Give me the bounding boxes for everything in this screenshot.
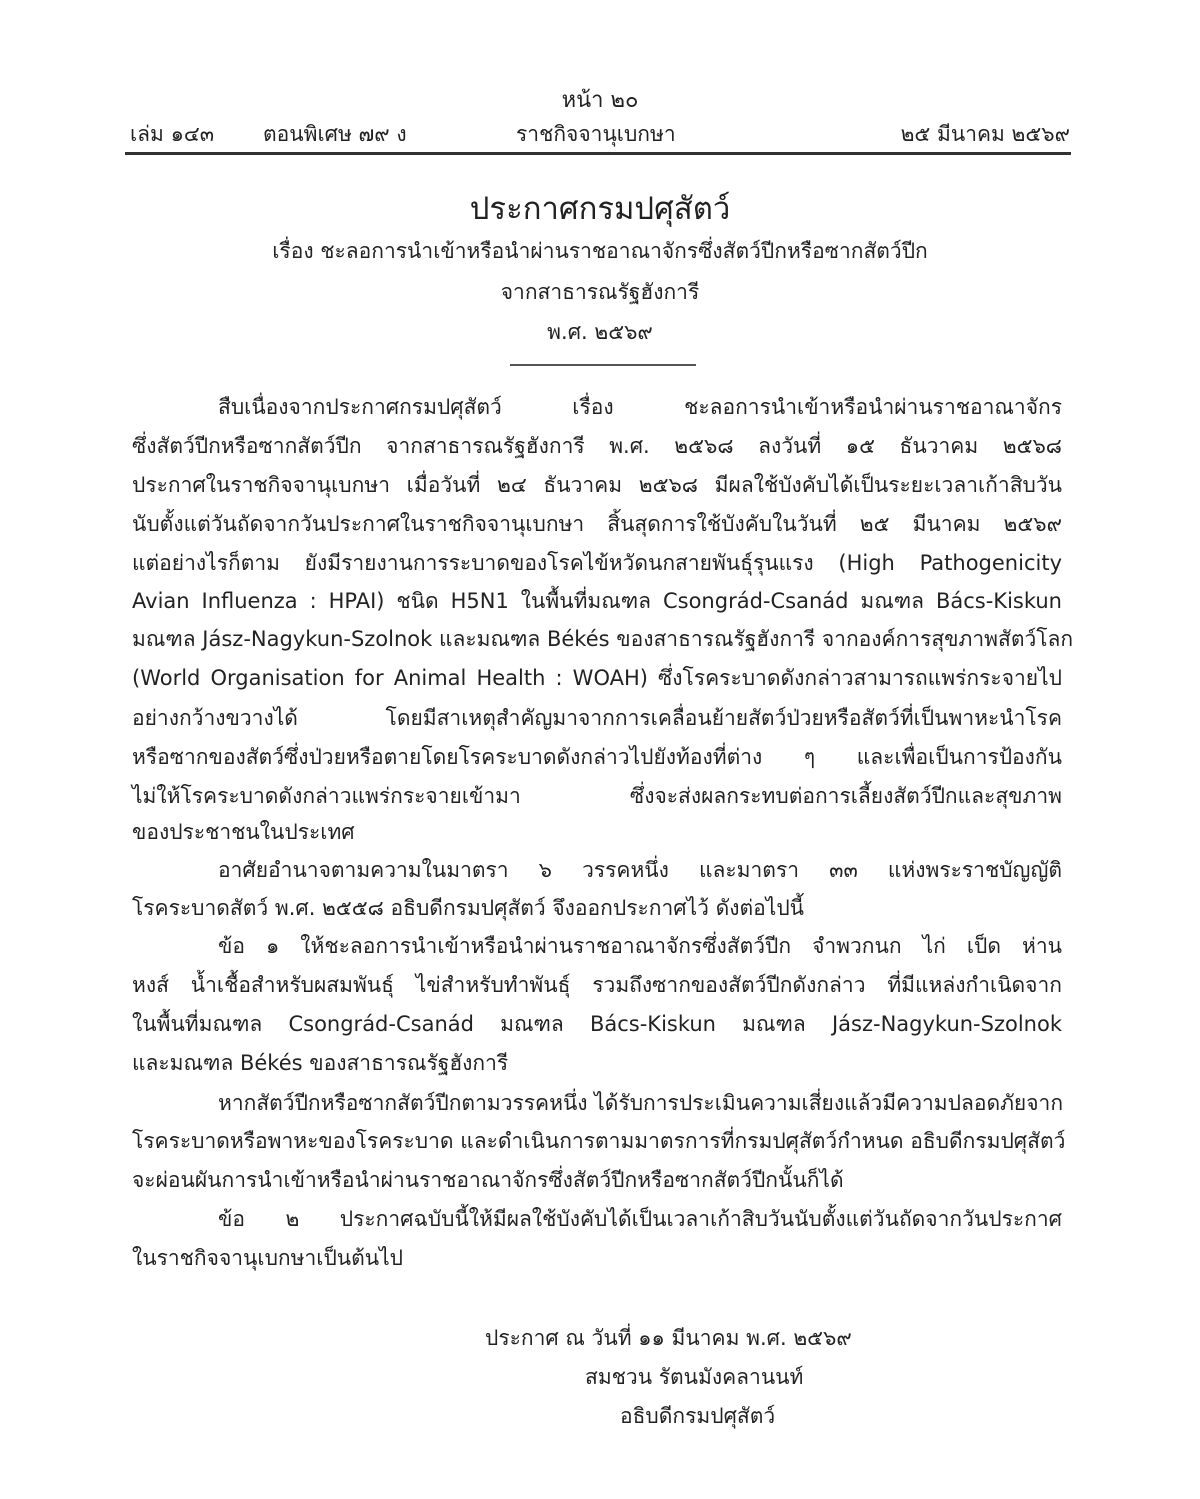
body-line: โรคระบาดสัตว์ พ.ศ. ๒๕๕๘ อธิบดีกรมปศุสัตว์ จึงออกประกาศไว้ ดังต่อไปนี้ <box>132 896 805 920</box>
document-year: พ.ศ. ๒๕๖๙ <box>547 320 653 344</box>
body-line: ในพื้นที่มณฑล Csongrád-Csanád มณฑล Bács-Kiskun มณฑล Jász-Nagykun-Szolnok <box>132 1012 1062 1036</box>
body-line: อาศัยอำนาจตามความในมาตรา ๖ วรรคหนึ่ง และมาตรา ๓๓ แห่งพระราชบัญญัติ <box>218 858 1062 882</box>
announcement-date: ประกาศ ณ วันที่ ๑๑ มีนาคม พ.ศ. ๒๕๖๙ <box>485 1326 852 1350</box>
body-line: ของประชาชนในประเทศ <box>132 820 355 844</box>
gazette-date: ๒๕ มีนาคม ๒๕๖๙ <box>900 122 1070 146</box>
issue: ตอนพิเศษ ๗๙ ง <box>263 122 407 146</box>
volume: เล่ม ๑๔๓ <box>130 122 215 146</box>
gazette-name: ราชกิจจานุเบกษา <box>516 122 676 146</box>
body-line: นับตั้งแต่วันถัดจากวันประกาศในราชกิจจานุเบกษา สิ้นสุดการใช้บังคับในวันที่ ๒๕ มีนาคม ๒๕๖๙ <box>132 512 1062 536</box>
body-line: ประกาศในราชกิจจานุเบกษา เมื่อวันที่ ๒๔ ธันวาคม ๒๕๖๘ มีผลใช้บังคับได้เป็นระยะเวลาเก้าสิบวัน <box>132 473 1062 497</box>
document-title: ประกาศกรมปศุสัตว์ <box>469 191 731 227</box>
title-rule <box>510 364 696 366</box>
body-line: และมณฑล Békés ของสาธารณรัฐฮังการี <box>132 1051 509 1075</box>
body-line: หงส์ น้ำเชื้อสำหรับผสมพันธุ์ ไข่สำหรับทำพันธุ์ รวมถึงซากของสัตว์ปีกดังกล่าว ที่มีแหล่งกำเนิดจาก <box>132 973 1062 997</box>
body-line: หากสัตว์ปีกหรือซากสัตว์ปีกตามวรรคหนึ่ง ได้รับการประเมินความเสี่ยงแล้วมีความปลอดภัยจาก <box>218 1091 1064 1115</box>
body-line: สืบเนื่องจากประกาศกรมปศุสัตว์ เรื่อง ชะลอการนำเข้าหรือนำผ่านราชอาณาจักร <box>218 395 1062 419</box>
body-line: ข้อ ๑ ให้ชะลอการนำเข้าหรือนำผ่านราชอาณาจักรซึ่งสัตว์ปีก จำพวกนก ไก่ เป็ด ห่าน <box>218 934 1062 958</box>
page-number: หน้า ๒๐ <box>561 88 639 113</box>
body-line: จะผ่อนผันการนำเข้าหรือนำผ่านราชอาณาจักรซึ่งสัตว์ปีกหรือซากสัตว์ปีกนั้นก็ได้ <box>132 1168 844 1192</box>
body-line: โรคระบาดหรือพาหะของโรคระบาด และดำเนินการตามมาตรการที่กรมปศุสัตว์กำหนด อธิบดีกรมปศุสัตว์ <box>132 1129 1066 1153</box>
body-line: หรือซากของสัตว์ซึ่งป่วยหรือตายโดยโรคระบาดดังกล่าวไปยังท้องที่ต่าง ๆ และเพื่อเป็นการป้องกัน <box>132 745 1062 769</box>
body-line: อย่างกว้างขวางได้ โดยมีสาเหตุสำคัญมาจากการเคลื่อนย้ายสัตว์ป่วยหรือสัตว์ที่เป็นพาหะนำโรค <box>132 706 1062 730</box>
body-line: แต่อย่างไรก็ตาม ยังมีรายงานการระบาดของโรคไข้หวัดนกสายพันธุ์รุนแรง (High Pathogenicity <box>132 551 1062 575</box>
body-line: ซึ่งสัตว์ปีกหรือซากสัตว์ปีก จากสาธารณรัฐฮังการี พ.ศ. ๒๕๖๘ ลงวันที่ ๑๕ ธันวาคม ๒๕๖๘ <box>132 434 1062 458</box>
body-line: Avian Influenza : HPAI) ชนิด H5N1 ในพื้นที่มณฑล Csongrád-Csanád มณฑล Bács-Kiskun <box>132 589 1062 613</box>
header-rule <box>125 152 1071 155</box>
body-line: ไม่ให้โรคระบาดดังกล่าวแพร่กระจายเข้ามา ซึ่งจะส่งผลกระทบต่อการเลี้ยงสัตว์ปีกและสุขภาพ <box>132 784 1062 808</box>
body-line: ข้อ ๒ ประกาศฉบับนี้ให้มีผลใช้บังคับได้เป็นเวลาเก้าสิบวันนับตั้งแต่วันถัดจากวันประกาศ <box>218 1207 1062 1231</box>
document-subject-line2: จากสาธารณรัฐฮังการี <box>500 280 700 304</box>
body-line: ในราชกิจจานุเบกษาเป็นต้นไป <box>132 1246 404 1270</box>
signatory-name: สมชวน รัตนมังคลานนท์ <box>585 1365 804 1389</box>
body-line: (World Organisation for Animal Health : WOAH) ซึ่งโรคระบาดดังกล่าวสามารถแพร่กระจายไป <box>132 666 1062 690</box>
document-subject: เรื่อง ชะลอการนำเข้าหรือนำผ่านราชอาณาจักรซึ่งสัตว์ปีกหรือซากสัตว์ปีก <box>272 239 928 263</box>
body-line: มณฑล Jász-Nagykun-Szolnok และมณฑล Békés ของสาธารณรัฐฮังการี จากองค์การสุขภาพสัตว์โลก <box>132 627 1074 651</box>
signatory-position: อธิบดีกรมปศุสัตว์ <box>620 1404 776 1428</box>
